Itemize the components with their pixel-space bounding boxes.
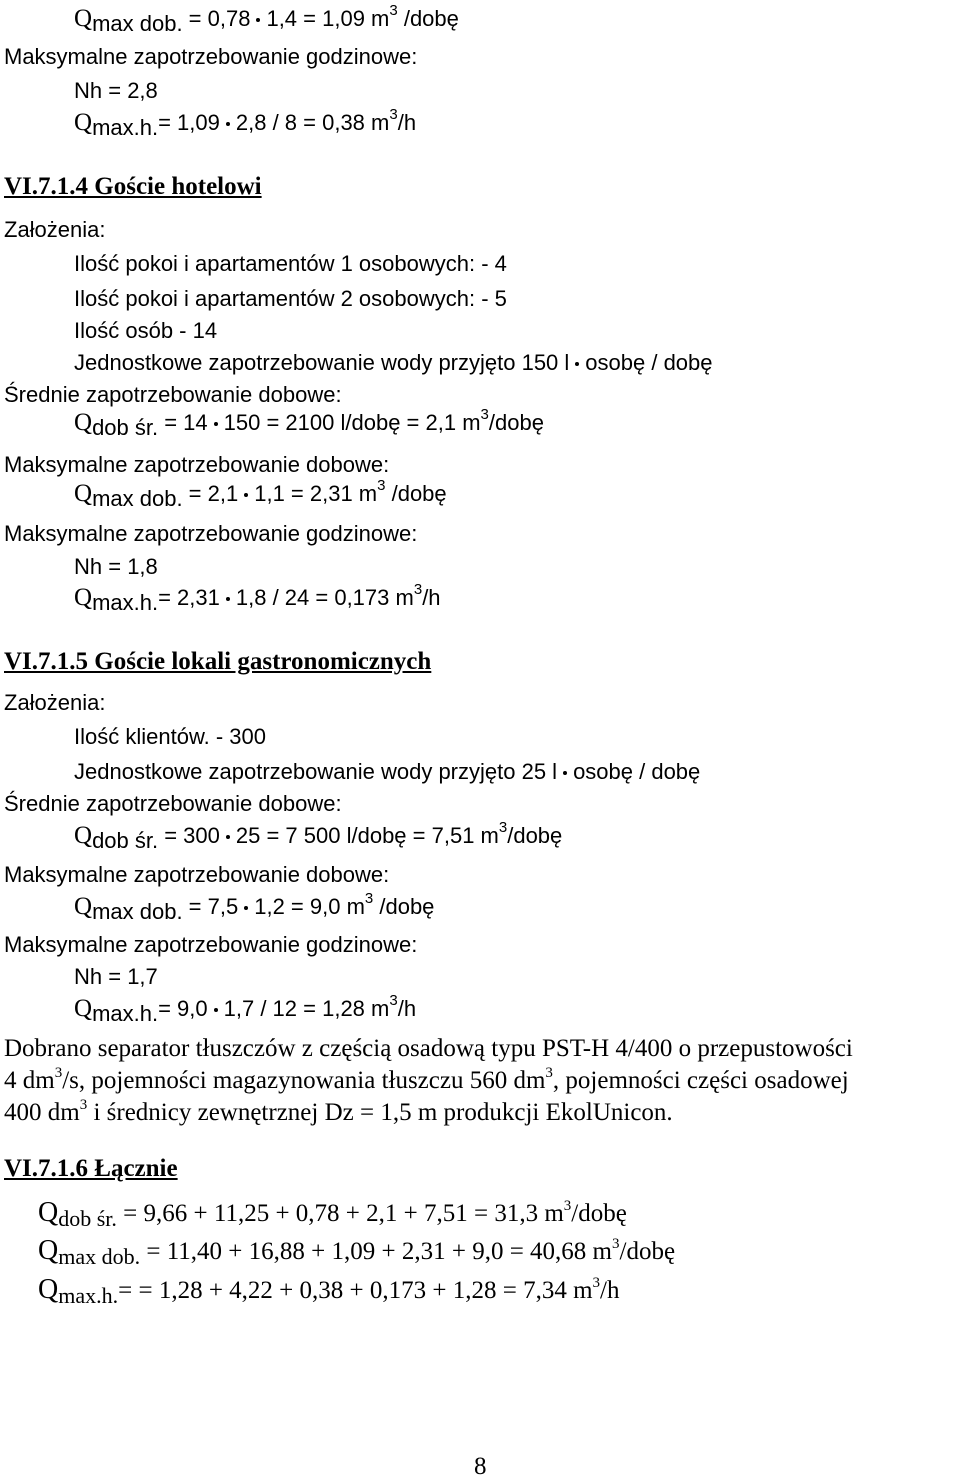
gastro-line-1: Ilość klientów. - 300 [74, 724, 266, 749]
hotel-prev-maks-godz-label: Maksymalne zapotrzebowanie godzinowe: [4, 44, 418, 69]
hotel-qmaxh: Qmax.h.= 2,31 1,8 / 24 = 0,173 $m^3/h$ [74, 581, 441, 615]
multiply-dot-icon [214, 1008, 218, 1012]
hotel-zalozenia-label: Założenia: [4, 217, 106, 242]
gastro-line-2: Jednostkowe zapotrzebowanie wody przyjęto 25 l osobę / dobę [74, 759, 701, 784]
multiply-dot-icon [563, 771, 567, 775]
page-number: 8 [474, 1453, 487, 1480]
multiply-dot-icon [575, 362, 579, 366]
separator-line-2: 4 $dm^3/s$, pojemności magazynowania tłuszczu 560 $dm^3$, pojemności części osadowej [4, 1065, 849, 1094]
hotel-prev-qmaxdob: Qmax dob. = 0,78 1,4 = 1,09 $m^3$ /dobę [74, 2, 459, 36]
section-heading-gastro: VI.7.1.5 Goście lokali gastronomicznych [4, 648, 432, 675]
total-qdob: Qdob śr. = 9,66 + 11,25 + 0,78 + 2,1 + 7,51 = 31,3 $m^3$/dobę [38, 1197, 627, 1231]
hotel-prev-nh: Nh = 2,8 [74, 78, 158, 103]
gastro-nh: Nh = 1,7 [74, 964, 158, 989]
hotel-line-4: Jednostkowe zapotrzebowanie wody przyjęto 150 l osobę / dobę [74, 350, 713, 375]
gastro-qdob: Qdob śr. = 300 25 = 7 500 l/dobę = 7,51 $m^3$/dobę [74, 819, 563, 853]
hotel-qdob: Qdob śr. = 14 150 = 2100 l/dobę = 2,1 $m^3$/dobę [74, 406, 544, 440]
section-heading-total: VI.7.1.6 Łącznie [4, 1155, 178, 1182]
gastro-maks-dob-label: Maksymalne zapotrzebowanie dobowe: [4, 862, 390, 887]
multiply-dot-icon [214, 422, 218, 426]
multiply-dot-icon [244, 906, 248, 910]
total-qmaxdob: Qmax dob. = 11,40 + 16,88 + 1,09 + 2,31 + 9,0 = 40,68 $m^3$/dobę [38, 1235, 676, 1269]
multiply-dot-icon [244, 493, 248, 497]
hotel-line-1: Ilość pokoi i apartamentów 1 osobowych: - 4 [74, 251, 507, 276]
hotel-qmaxdob: Qmax dob. = 2,1 1,1 = 2,31 $m^3$ /dobę [74, 477, 447, 511]
hotel-prev-qmaxh: Qmax.h.= 1,09 2,8 / 8 = 0,38 $m^3/h$ [74, 106, 417, 140]
separator-line-1: Dobrano separator tłuszczów z częścią osadową typu PST-H 4/400 o przepustowości [4, 1035, 853, 1062]
gastro-srednie-label: Średnie zapotrzebowanie dobowe: [4, 791, 342, 816]
separator-line-3: 400 $dm^3$ i średnicy zewnętrznej Dz = 1,5 m produkcji EkolUnicon. [4, 1097, 673, 1126]
hotel-maks-dob-label: Maksymalne zapotrzebowanie dobowe: [4, 452, 390, 477]
gastro-qmaxh: Qmax.h.= 9,0 1,7 / 12 = 1,28 $m^3/h$ [74, 992, 417, 1026]
section-heading-hotel: VI.7.1.4 Goście hotelowi [4, 173, 262, 200]
hotel-line-3: Ilość osób - 14 [74, 318, 218, 343]
multiply-dot-icon [256, 18, 260, 22]
hotel-maks-godz-label: Maksymalne zapotrzebowanie godzinowe: [4, 521, 418, 546]
gastro-qmaxdob: Qmax dob. = 7,5 1,2 = 9,0 $m^3$ /dobę [74, 890, 435, 924]
hotel-srednie-label: Średnie zapotrzebowanie dobowe: [4, 382, 342, 407]
gastro-maks-godz-label: Maksymalne zapotrzebowanie godzinowe: [4, 932, 418, 957]
multiply-dot-icon [226, 597, 230, 601]
total-qmaxh: Qmax.h.= = 1,28 + 4,22 + 0,38 + 0,173 + 1,28 = 7,34 $m^3/h$ [38, 1274, 620, 1308]
gastro-zalozenia-label: Założenia: [4, 690, 106, 715]
hotel-line-2: Ilość pokoi i apartamentów 2 osobowych: - 5 [74, 286, 507, 311]
multiply-dot-icon [226, 122, 230, 126]
hotel-nh: Nh = 1,8 [74, 554, 158, 579]
multiply-dot-icon [226, 835, 230, 839]
